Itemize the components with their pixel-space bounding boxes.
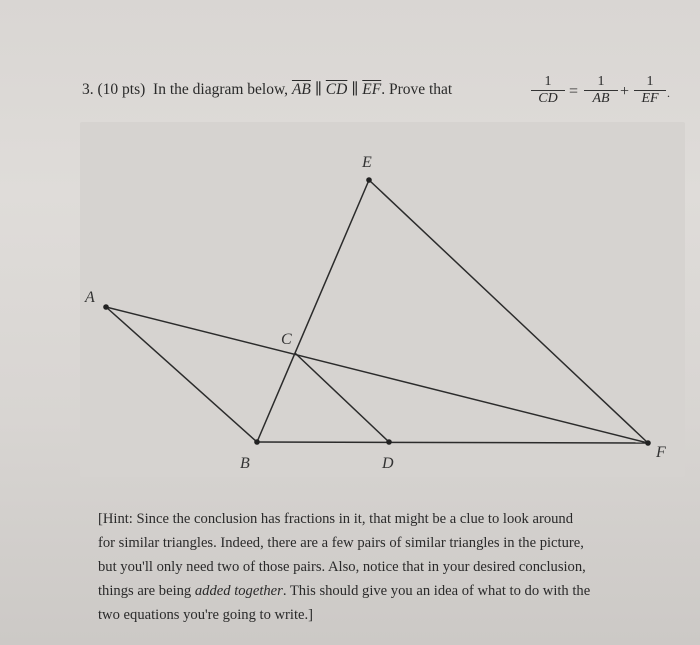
label-f: F	[656, 444, 666, 461]
point-b	[254, 439, 260, 445]
segment-e-f	[369, 180, 648, 443]
parallel-symbol-1: ∥	[314, 81, 322, 98]
hint-paragraph	[98, 507, 693, 627]
fraction-r2-numerator: 1	[646, 74, 654, 89]
fraction-lhs-denominator: CD	[531, 90, 565, 107]
label-e: E	[362, 154, 372, 171]
segment-a-b	[106, 307, 257, 442]
hint-line-4	[98, 579, 693, 603]
segment-b-e	[257, 180, 369, 442]
segment-ef: $\overline{EF}$	[362, 81, 382, 98]
hint-line-5: two equations you're going to write.]	[98, 607, 314, 623]
parallel-symbol-2: ∥	[351, 81, 359, 98]
point-e	[366, 177, 372, 183]
problem-points: (10 pts)	[97, 81, 146, 98]
equals-sign: =	[569, 83, 579, 100]
fraction-lhs-numerator: 1	[544, 74, 552, 89]
point-f	[645, 440, 651, 446]
statement-period: .	[381, 81, 386, 98]
hint-line-1: [Hint: Since the conclusion has fractions in it, that might be a clue to look around	[98, 511, 574, 527]
hint-line-3: but you'll only need two of those pairs. Also, notice that in your desired conclusion,	[98, 559, 586, 575]
hint-emphasis: added together	[194, 583, 283, 599]
label-c: C	[281, 331, 292, 348]
problem-intro: In the diagram below,	[153, 81, 289, 98]
point-a	[103, 304, 109, 310]
segment-cd: $\overline{CD}$	[325, 81, 348, 98]
fraction-r1-denominator: AB	[584, 90, 618, 107]
hint-line-4-start: things are being	[98, 583, 195, 599]
point-d	[386, 439, 392, 445]
hint-line-2: for similar triangles. Indeed, there are a few pairs of similar triangles in the picture,	[98, 535, 584, 551]
hint-line-4-end: . This should give you an idea of what to do with the	[282, 583, 591, 599]
plus-sign: +	[620, 83, 630, 100]
segment-ab: $\overline{AB}$	[291, 81, 311, 98]
label-a: A	[85, 289, 95, 306]
problem-number: 3.	[82, 81, 94, 98]
segment-a-f	[106, 307, 648, 443]
fraction-r1-numerator: 1	[597, 74, 605, 89]
label-d: D	[382, 455, 394, 472]
fraction-r2-denominator: EF	[634, 90, 666, 107]
label-b: B	[240, 455, 250, 472]
segment-b-f	[257, 442, 648, 443]
equation-end: .	[667, 86, 670, 100]
prove-text: Prove that	[388, 81, 453, 98]
